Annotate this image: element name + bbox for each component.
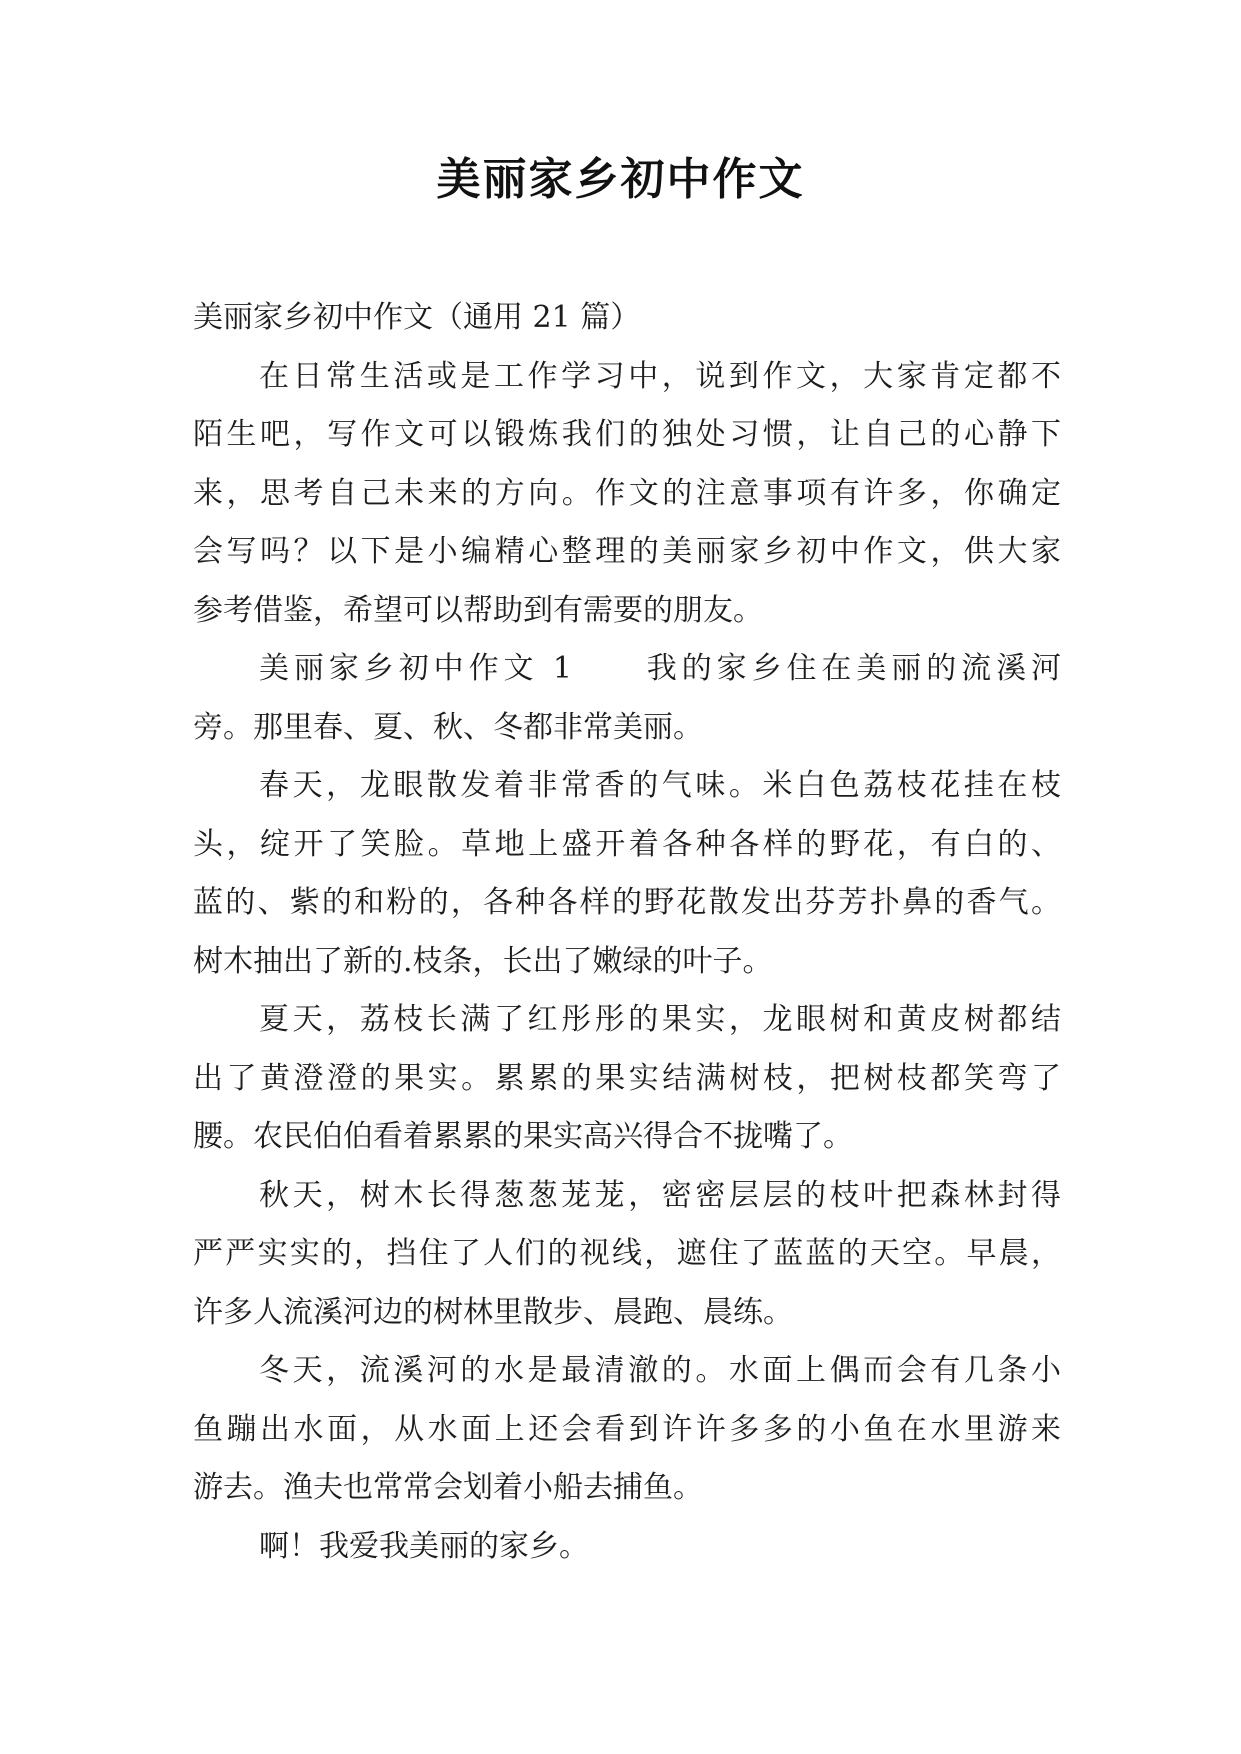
paragraph-line: 腰。农民伯伯看着累累的果实高兴得合不拢嘴了。 bbox=[193, 1119, 853, 1154]
paragraph-closing bbox=[193, 1518, 1061, 1577]
paragraph-line: 旁。那里春、夏、秋、冬都非常美丽。 bbox=[193, 709, 703, 745]
paragraph-line: 陌生吧，写作文可以锻炼我们的独处习惯，让自己的心静下 bbox=[193, 417, 1061, 452]
paragraph-essay-heading bbox=[193, 640, 1061, 757]
paragraph-line: 来，思考自己未来的方向。作文的注意事项有许多，你确定 bbox=[193, 475, 1061, 511]
paragraph-line: 出了黄澄澄的果实。累累的果实结满树枝，把树枝都笑弯了 bbox=[193, 1060, 1061, 1096]
paragraph-summer bbox=[193, 991, 1061, 1167]
paragraph-line: 秋天，树木长得葱葱茏茏，密密层层的枝叶把森林封得 bbox=[259, 1177, 1061, 1213]
paragraph-line: 游去。渔夫也常常会划着小船去捕鱼。 bbox=[193, 1470, 703, 1505]
paragraph-line: 鱼蹦出水面，从水面上还会看到许许多多的小鱼在水里游来 bbox=[193, 1411, 1061, 1447]
paragraph-line: 美丽家乡初中作文 1 我的家乡住在美丽的流溪河 bbox=[259, 651, 1061, 686]
paragraph-spring bbox=[193, 757, 1061, 991]
paragraph-intro bbox=[193, 348, 1061, 641]
paragraph-line: 春天，龙眼散发着非常香的气味。米白色荔枝花挂在枝 bbox=[259, 768, 1061, 803]
document-body bbox=[193, 289, 1061, 1576]
paragraph-line: 参考借鉴，希望可以帮助到有需要的朋友。 bbox=[193, 592, 763, 628]
paragraph-line: 啊！我爱我美丽的家乡。 bbox=[259, 1528, 589, 1564]
document-title: 美丽家乡初中作文 bbox=[436, 154, 805, 205]
paragraph-line: 严严实实的，挡住了人们的视线，遮住了蓝蓝的天空。早晨， bbox=[193, 1236, 1061, 1271]
paragraph-line: 树木抽出了新的.枝条，长出了嫩绿的叶子。 bbox=[193, 943, 773, 979]
paragraph-line: 许多人流溪河边的树林里散步、晨跑、晨练。 bbox=[193, 1294, 793, 1330]
paragraph-line: 蓝的、紫的和粉的，各种各样的野花散发出芬芳扑鼻的香气。 bbox=[193, 885, 1061, 920]
paragraph-line: 冬天，流溪河的水是最清澈的。水面上偶而会有几条小 bbox=[259, 1353, 1061, 1388]
paragraph-winter bbox=[193, 1342, 1061, 1518]
paragraph-line: 会写吗？以下是小编精心整理的美丽家乡初中作文，供大家 bbox=[193, 534, 1061, 569]
paragraph-line: 夏天，荔枝长满了红彤彤的果实，龙眼树和黄皮树都结 bbox=[259, 1002, 1061, 1037]
paragraph-line: 头，绽开了笑脸。草地上盛开着各种各样的野花，有白的、 bbox=[193, 826, 1061, 862]
paragraph-line: 在日常生活或是工作学习中，说到作文，大家肯定都不 bbox=[259, 358, 1061, 394]
document-subtitle: 美丽家乡初中作文（通用 21 篇） bbox=[193, 300, 641, 335]
paragraph-autumn bbox=[193, 1167, 1061, 1343]
